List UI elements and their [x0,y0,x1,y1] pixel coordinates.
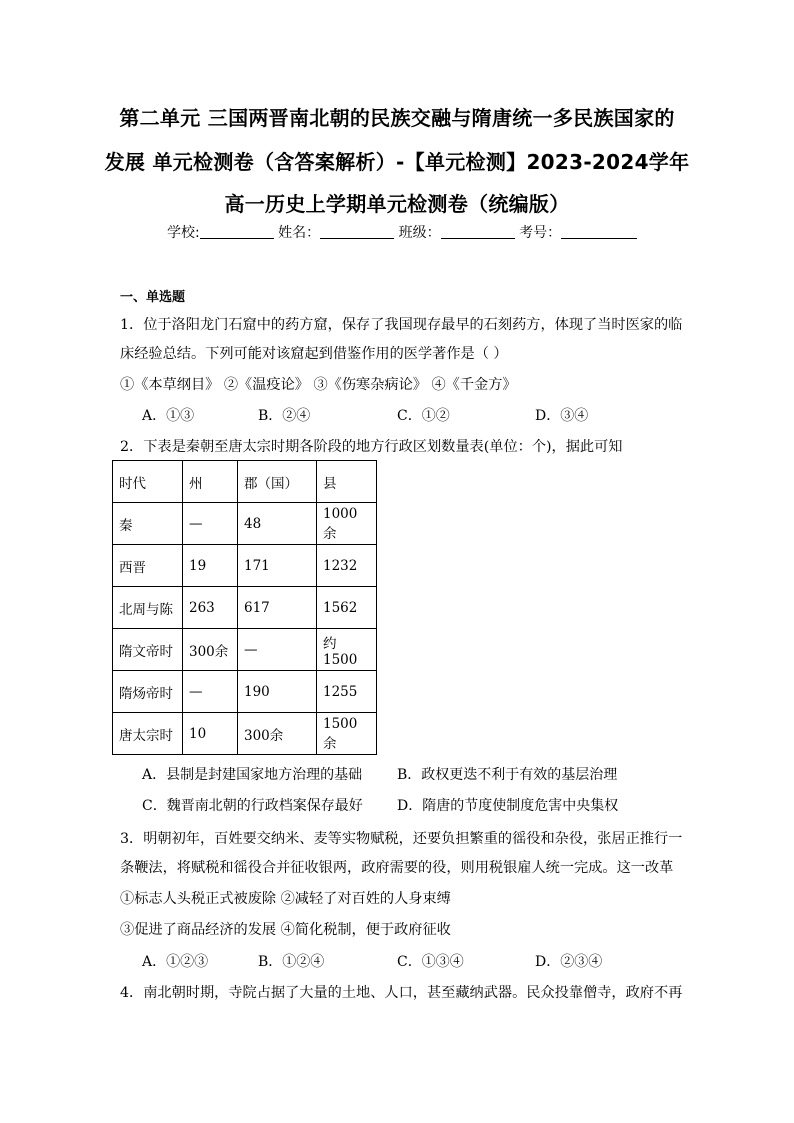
exam-number-blank [561,224,637,239]
table-header-cell: 县 [317,461,377,503]
table-cell: 1255 [317,671,377,713]
q2-option-a: A．县制是封建国家地方治理的基础 [142,767,363,783]
table-cell: 190 [238,671,317,713]
table-row [113,545,377,587]
table-cell: 隋文帝时 [113,629,183,671]
document-title-line-3: 高一历史上学期单元检测卷（统编版） [224,192,570,216]
class-label: 班级： [398,225,441,241]
q1-items: ①《本草纲目》 ②《温疫论》 ③《伤寒杂病论》 ④《千金方》 [120,377,517,393]
table-cell: — [183,503,238,545]
table-row [113,503,377,545]
q1-stem-line-2: 床经验总结。下列可能对该窟起到借鉴作用的医学著作是（ ） [120,346,508,362]
table-cell: 1500余 [317,713,377,755]
name-blank [320,224,394,239]
class-blank [441,224,515,239]
q2-option-b: B．政权更迭不利于有效的基层治理 [397,767,618,783]
q2-option-c: C．魏晋南北朝的行政档案保存最好 [142,798,363,814]
admin-division-table [112,460,377,755]
table-row [113,587,377,629]
table-cell: 唐太宗时 [113,713,183,755]
table-header-cell: 时代 [113,461,183,503]
q3-statements-2: ③促进了商品经济的发展 ④简化税制，便于政府征收 [120,922,451,938]
q3-stem-line-2: 条鞭法，将赋税和徭役合并征收银两，政府需要的役，则用税银雇人统一完成。这一改革 [120,860,674,876]
table-cell: 171 [238,545,317,587]
table-cell: 10 [183,713,238,755]
q3-option-d: D．②③④ [535,954,603,970]
table-row [113,671,377,713]
table-cell: 48 [238,503,317,545]
table-cell: 1562 [317,587,377,629]
section-title: 一、单选题 [120,290,186,305]
table-cell: 隋炀帝时 [113,671,183,713]
q2-option-d: D．隋唐的节度使制度危害中央集权 [397,798,619,814]
table-row [113,629,377,671]
table-cell: 617 [238,587,317,629]
name-label: 姓名： [278,225,321,241]
q3-option-b: B．①②④ [258,954,325,970]
school-blank [200,224,274,239]
q3-stem-line-1: 3．明朝初年，百姓要交纳米、麦等实物赋税，还要负担繁重的徭役和杂役，张居正推行一 [120,831,683,847]
document-title-line-2: 发展 单元检测卷（含答案解析）-【单元检测】2023-2024学年 [104,150,690,174]
table-cell: 300余 [238,713,317,755]
table-cell: 1000余 [317,503,377,545]
table-cell: — [238,629,317,671]
table-cell: 300余 [183,629,238,671]
table-cell: 秦 [113,503,183,545]
document-title-line-1: 第二单元 三国两晋南北朝的民族交融与隋唐统一多民族国家的 [119,106,675,130]
q1-option-b: B．②④ [258,408,311,424]
table-cell: 19 [183,545,238,587]
q1-option-d: D．③④ [535,408,589,424]
table-cell: 约1500 [317,629,377,671]
q1-stem-line-1: 1．位于洛阳龙门石窟中的药方窟，保存了我国现存最早的石刻药方，体现了当时医家的临 [120,317,683,333]
q1-option-c: C．①② [397,408,450,424]
q2-stem: 2．下表是秦朝至唐太宗时期各阶段的地方行政区划数量表(单位：个)，据此可知 [120,439,623,455]
q3-statements-1: ①标志人头税正式被废除 ②减轻了对百姓的人身束缚 [120,891,451,907]
q3-option-c: C．①③④ [397,954,464,970]
table-cell: 西晋 [113,545,183,587]
table-cell: — [183,671,238,713]
school-label: 学校: [167,225,200,241]
table-header-cell: 郡（国） [238,461,317,503]
exam-number-label: 考号： [519,225,562,241]
q3-option-a: A．①②③ [142,954,209,970]
table-cell: 263 [183,587,238,629]
table-row [113,713,377,755]
table-cell: 1232 [317,545,377,587]
table-header-row [113,461,377,503]
q1-option-a: A．①③ [142,408,195,424]
table-cell: 北周与陈 [113,587,183,629]
table-header-cell: 州 [183,461,238,503]
student-info-row [167,222,637,242]
q4-stem-line-1: 4．南北朝时期，寺院占据了大量的土地、人口，甚至藏纳武器。民众投靠僧寺，政府不再 [120,985,683,1001]
